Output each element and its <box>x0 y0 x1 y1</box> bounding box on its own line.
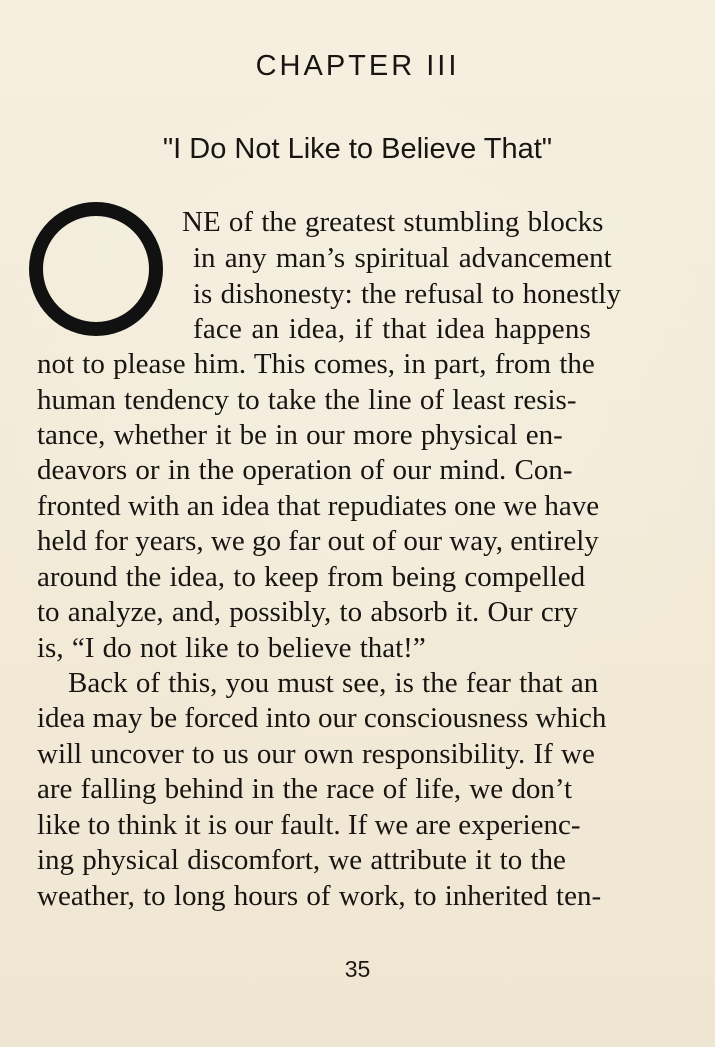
body-line-19: ing physical discomfort, we attribute it to the <box>37 844 566 876</box>
body-line-17: are falling behind in the race of life, we don’t <box>37 773 573 805</box>
body-line-20: weather, to long hours of work, to inherited ten- <box>37 880 602 912</box>
body-line-15: idea may be forced into our consciousness which <box>37 702 607 734</box>
body-line-2: in any man’s spiritual advancement <box>193 242 612 274</box>
body-line-5: not to please him. This comes, in part, from the <box>37 348 595 380</box>
body-line-8: deavors or in the operation of our mind. Con- <box>37 454 573 486</box>
body-line-13: is, “I do not like to believe that!” <box>37 632 426 664</box>
body-line-11: around the idea, to keep from being compelled <box>37 561 586 593</box>
chapter-label: CHAPTER III <box>255 50 460 82</box>
body-line-16: will uncover to us our own responsibility. If we <box>37 738 595 770</box>
chapter-title: "I Do Not Like to Believe That" <box>162 133 553 165</box>
body-line-6: human tendency to take the line of least resis- <box>37 384 577 416</box>
body-line-10: held for years, we go far out of our way, entirely <box>37 525 599 557</box>
body-line-3: is dishonesty: the refusal to honestly <box>193 278 621 310</box>
body-line-18: like to think it is our fault. If we are experienc- <box>37 809 581 841</box>
page-number: 35 <box>344 956 371 982</box>
body-line-7: tance, whether it be in our more physical en- <box>37 419 563 451</box>
body-line-1: NE of the greatest stumbling blocks <box>182 206 604 238</box>
body-line-9: fronted with an idea that repudiates one we have <box>37 490 600 522</box>
body-line-4: face an idea, if that idea happens <box>193 313 592 345</box>
drop-cap-o <box>28 201 164 337</box>
body-line-12: to analyze, and, possibly, to absorb it. Our cry <box>37 596 578 628</box>
body-line-14: Back of this, you must see, is the fear that an <box>68 667 599 699</box>
